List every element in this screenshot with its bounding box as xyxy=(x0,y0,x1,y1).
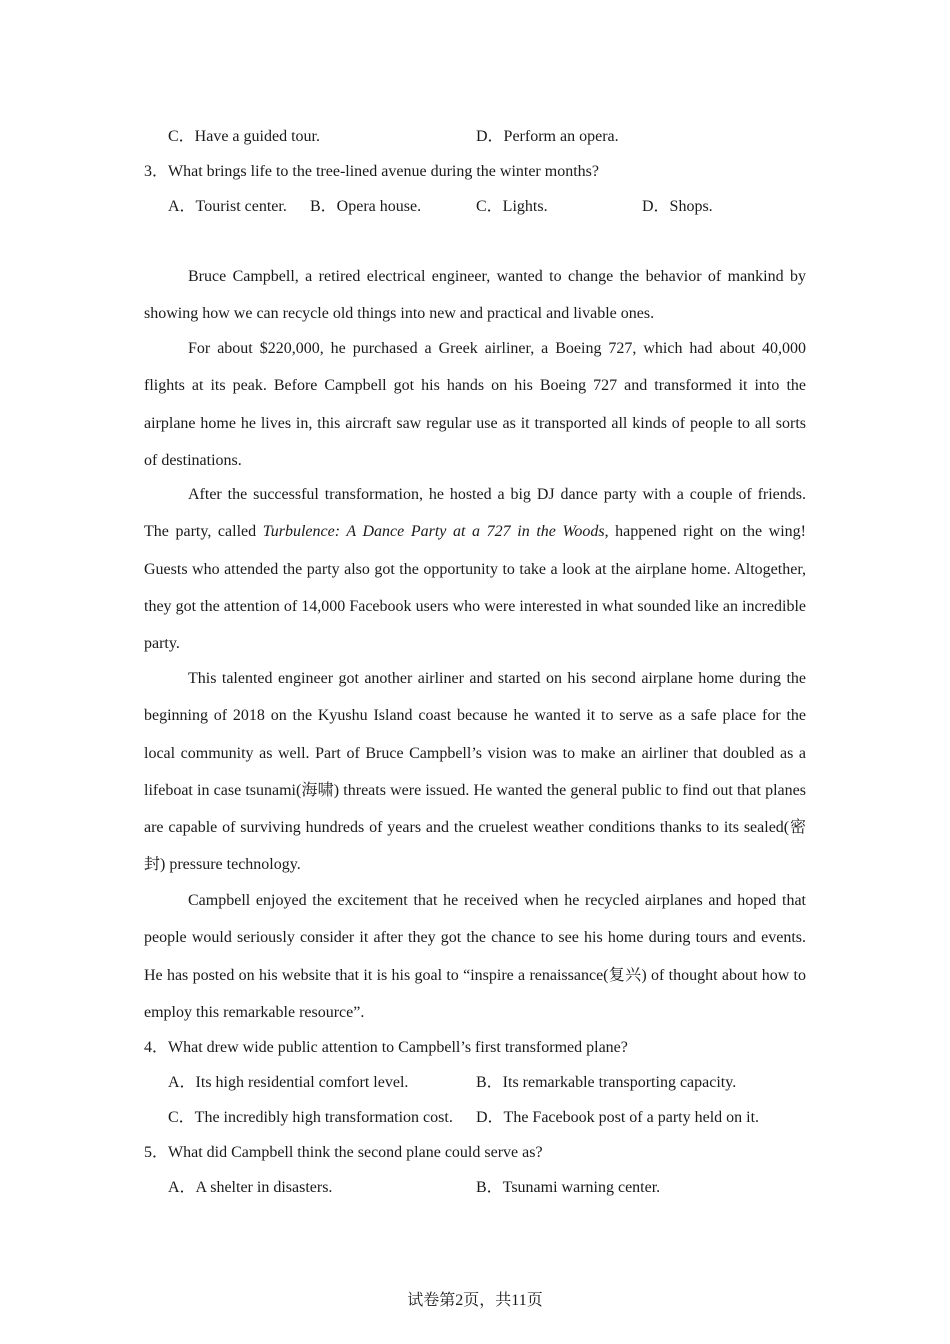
q5-option-a: A．A shelter in disasters. xyxy=(168,1179,333,1196)
q3-option-a: A．Tourist center. xyxy=(168,198,287,215)
passage-paragraph-5: Campbell enjoyed the excitement that he received when he recycled airplanes and hoped that people would seriously consider it after they got the chance to see his home during tours and events. He has posted on his website that it is his goal to “inspire a renaissance(复兴) of thought about how to employ this remarkable resource”. xyxy=(144,892,806,1021)
q4-option-b: B．Its remarkable transporting capacity. xyxy=(476,1074,737,1091)
q4-stem: 4．What drew wide public attention to Campbell’s first transformed plane? xyxy=(144,1039,628,1056)
q2-option-c: C．Have a guided tour. xyxy=(168,128,320,145)
q3-option-d: D．Shops. xyxy=(642,198,713,215)
q4-option-a: A．Its high residential comfort level. xyxy=(168,1074,409,1091)
paragraph-3-text-end: , happened right on the wing! Guests who attended the party also got the opportunity to take a look at the airplane home. Altogether, they got the attention of 14,000 Facebook users who were interested in what sounded like an incredible party. xyxy=(144,523,807,653)
q4-option-c: C．The incredibly high transformation cost. xyxy=(168,1109,453,1126)
party-title: Turbulence: A Dance Party at a 727 in the Woods xyxy=(262,523,605,541)
q5-stem: 5．What did Campbell think the second plane could serve as? xyxy=(144,1144,543,1161)
passage-paragraph-4: This talented engineer got another airliner and started on his second airplane home during the beginning of 2018 on the Kyushu Island coast because he wanted it to serve as a safe place for the local community as well. Part of Bruce Campbell’s vision was to make an airliner that doubled as a lifeboat in case tsunami(海啸) threats were issued. He wanted the general public to find out that planes are capable of surviving hundreds of years and the cruelest weather conditions thanks to its sealed(密封) pressure technology. xyxy=(144,670,806,874)
q4-option-d: D．The Facebook post of a party held on it. xyxy=(476,1109,760,1126)
q2-option-d: D．Perform an opera. xyxy=(476,128,619,145)
paragraph-3-text-start: After the successful transformation, he hosted a big DJ dance party with a couple of friends. The party, called xyxy=(144,486,806,541)
q3-option-c: C．Lights. xyxy=(476,198,548,215)
passage-paragraph-3 xyxy=(144,476,806,662)
passage-paragraph-2: For about $220,000, he purchased a Greek airliner, a Boeing 727, which had about 40,000 flights at its peak. Before Campbell got his hands on his Boeing 727 and transformed it into the airplane home he lives in, this aircraft saw regular use as it transported all kinds of people to all sorts of destinations. xyxy=(144,340,806,469)
q3-option-b: B．Opera house. xyxy=(310,198,422,215)
page-footer: 试卷第2页，共11页 xyxy=(407,1292,543,1309)
q3-stem: 3．What brings life to the tree-lined avenue during the winter months? xyxy=(144,163,599,180)
passage-paragraph-1: Bruce Campbell, a retired electrical engineer, wanted to change the behavior of mankind by showing how we can recycle old things into new and practical and livable ones. xyxy=(144,268,806,323)
q5-option-b: B．Tsunami warning center. xyxy=(476,1179,661,1196)
